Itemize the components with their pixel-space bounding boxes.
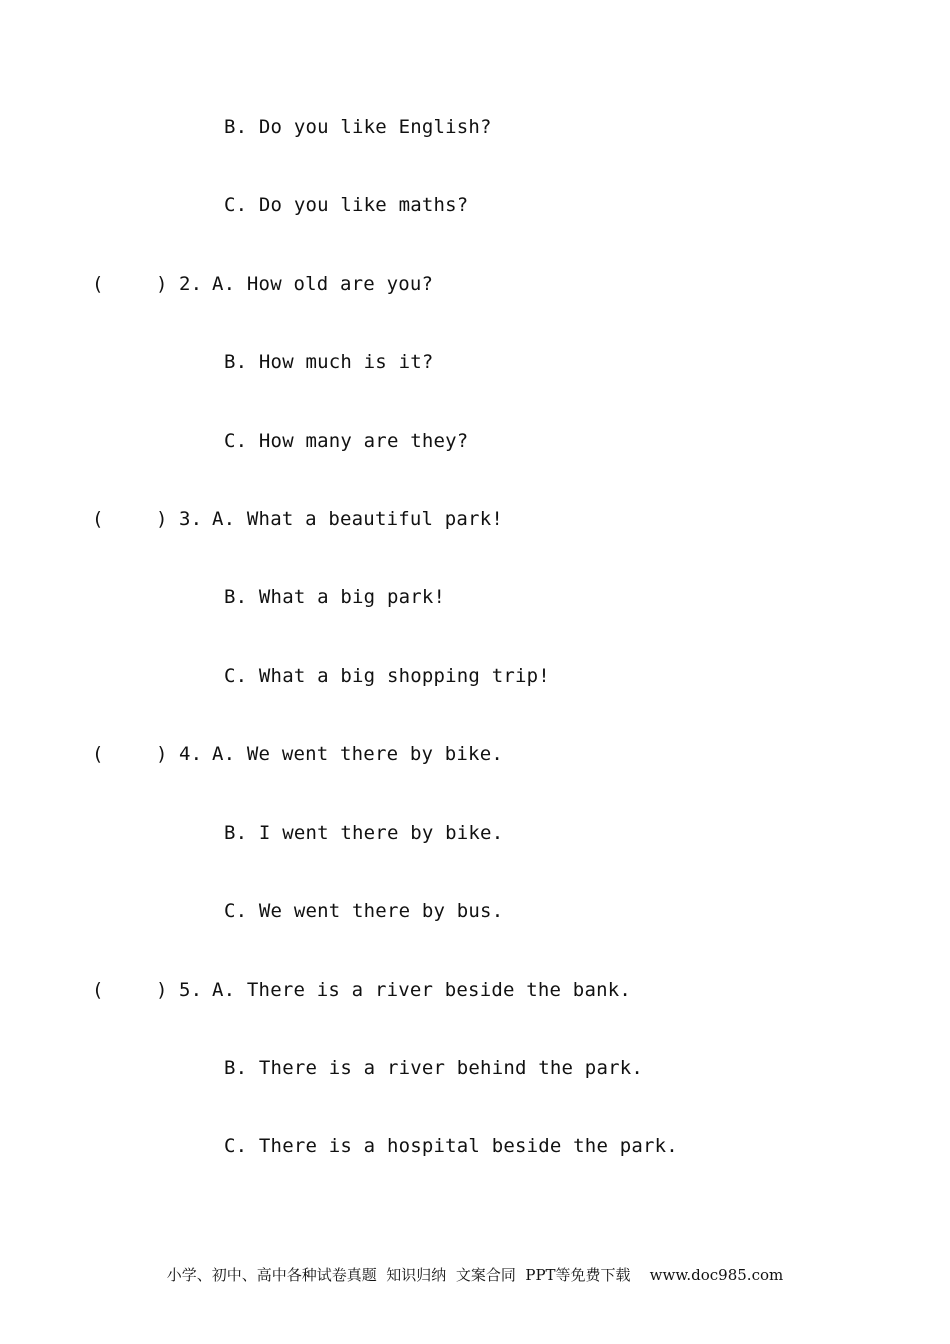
option-3c: C. What a big shopping trip! [224, 665, 550, 687]
answer-blank-open: ( [92, 743, 104, 765]
question-number: 2. [179, 273, 203, 295]
answer-blank-close: ) [156, 743, 168, 765]
option-5a: A. There is a river beside the bank. [212, 979, 632, 1001]
answer-blank-close: ) [156, 508, 168, 530]
answer-blank-open: ( [92, 508, 104, 530]
answer-blank-close: ) [156, 979, 168, 1001]
option-3b: B. What a big park! [224, 586, 446, 608]
option-3a: A. What a beautiful park! [212, 508, 503, 530]
option-5b: B. There is a river behind the park. [224, 1057, 644, 1079]
option-4b: B. I went there by bike. [224, 822, 504, 844]
option-2a: A. How old are you? [212, 273, 434, 295]
option-1c: C. Do you like maths? [224, 194, 469, 216]
question-number: 5. [179, 979, 203, 1001]
option-2c: C. How many are they? [224, 430, 469, 452]
option-1b: B. Do you like English? [224, 116, 492, 138]
option-5c: C. There is a hospital beside the park. [224, 1135, 678, 1157]
question-number: 3. [179, 508, 203, 530]
answer-blank-open: ( [92, 979, 104, 1001]
answer-blank-close: ) [156, 273, 168, 295]
question-number: 4. [179, 743, 203, 765]
footer-url[interactable]: www.doc985.com [649, 1266, 784, 1284]
footer-text: 小学、初中、高中各种试卷真题 知识归纳 文案合同 PPT等免费下载 [166, 1266, 631, 1284]
option-4a: A. We went there by bike. [212, 743, 503, 765]
answer-blank-open: ( [92, 273, 104, 295]
option-4c: C. We went there by bus. [224, 900, 504, 922]
page-footer [0, 1264, 950, 1286]
option-2b: B. How much is it? [224, 351, 434, 373]
